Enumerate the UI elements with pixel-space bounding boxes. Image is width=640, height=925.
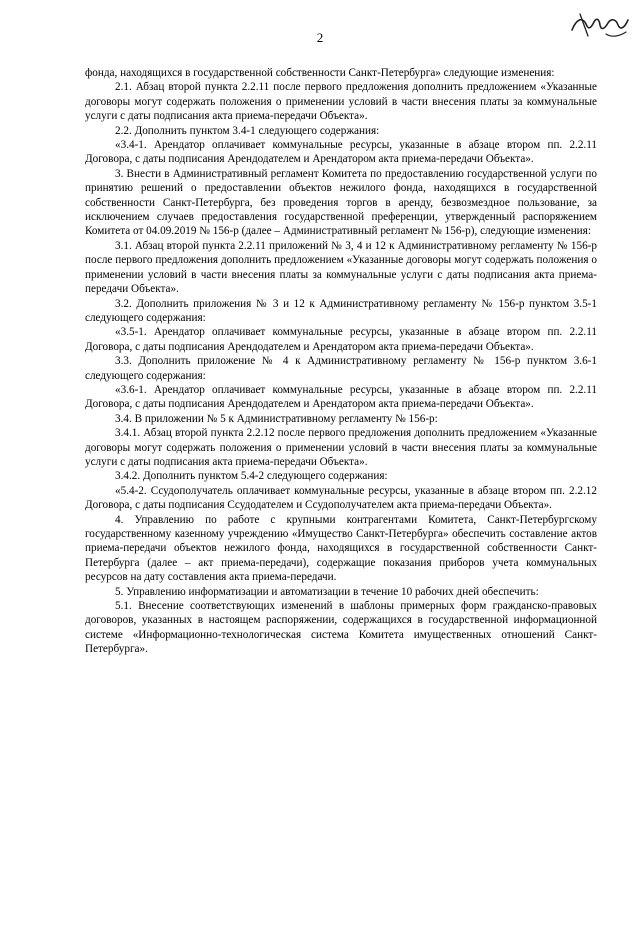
paragraph-3-4-1: 3.4.1. Абзац второй пункта 2.2.12 после первого предложения дополнить предложением «Указанные договоры могут содержать положения о применении условий в части внесения платы за коммунальные услуги с даты подписания акта приема-передачи Объекта». bbox=[85, 427, 597, 468]
paragraph-3-4-2: 3.4.2. Дополнить пунктом 5.4-2 следующего содержания: bbox=[115, 470, 388, 483]
paragraph-quote-3-5-1: «3.5-1. Арендатор оплачивает коммунальные ресурсы, указанные в абзаце втором пп. 2.2.11 Договора, с даты подписания Арендодателем и Арендатором акта приема-передачи Объекта». bbox=[85, 326, 597, 353]
paragraph-2-1: 2.1. Абзац второй пункта 2.2.11 после первого предложения дополнить предложением «Указанные договоры могут содержать положения о применении условий в части внесения платы за коммунальные услуги с даты подписания акта приема-передачи Объекта». bbox=[85, 81, 597, 123]
paragraph-3-3: 3.3. Дополнить приложение № 4 к Административному регламенту № 156-р пунктом 3.6-1 следующего содержания: bbox=[85, 355, 597, 382]
paragraph-quote-5-4-2: «5.4-2. Ссудополучатель оплачивает коммунальные ресурсы, указанные в абзаце втором пп. 2.2.12 Договора, с даты подписания Ссудодателем и Ссудополучателем акта приема-передачи Объекта». bbox=[85, 484, 597, 512]
paragraph-5: 5. Управлению информатизации и автоматизации в течение 10 рабочих дней обеспечить: bbox=[115, 585, 539, 598]
paragraph-continuation: фонда, находящихся в государственной собственности Санкт-Петербурга» следующие изменения: bbox=[85, 67, 555, 79]
paragraph-quote-3-4-1: «3.4-1. Арендатор оплачивает коммунальные ресурсы, указанные в абзаце втором пп. 2.2.11 Договора, с даты подписания Арендодателем и Арендатором акта приема-передачи Объекта». bbox=[85, 139, 597, 166]
paragraph-4: 4. Управлению по работе с крупными контрагентами Комитета, Санкт-Петербургскому государственному казенному учреждению «Имущество Санкт-Петербурга» обеспечить составление актов приема-передачи объектов нежилого фонда, находящихся в государственной собственности Санкт-Петербурга (далее – акт приема-передачи), содержащие показания приборов учета коммунальных ресурсов на дату составления акта приема-передачи. bbox=[85, 513, 597, 584]
paragraph-quote-3-6-1: «3.6-1. Арендатор оплачивает коммунальные ресурсы, указанные в абзаце втором пп. 2.2.11 Договора, с даты подписания Арендодателем и Арендатором акта приема-передачи Объекта». bbox=[85, 383, 597, 411]
paragraph-2-2: 2.2. Дополнить пунктом 3.4-1 следующего содержания: bbox=[115, 124, 380, 137]
paragraph-3-4: 3.4. В приложении № 5 к Административному регламенту № 156-р: bbox=[115, 412, 438, 425]
paragraph-3-2: 3.2. Дополнить приложения № 3 и 12 к Административному регламенту № 156-р пунктом 3.5-1 следующего содержания: bbox=[85, 297, 597, 324]
paragraph-3-1: 3.1. Абзац второй пункта 2.2.11 приложений № 3, 4 и 12 к Административному регламенту № 156-р после первого предложения дополнить предложением «Указанные договоры могут содержать положения о применении условий в части внесения платы за коммунальные услуги с даты подписания акта приема-передачи Объекта». bbox=[85, 239, 597, 296]
paragraph-5-1: 5.1. Внесение соответствующих изменений в шаблоны примерных форм гражданско-правовых договоров, указанных в настоящем распоряжении, содержащихся в государственной информационной системе «Информационно-технологическая система Комитета имущественных отношений Санкт-Петербурга». bbox=[85, 600, 597, 656]
paragraph-3: 3. Внести в Административный регламент Комитета по предоставлению государственной услуги по принятию решений о предоставлении объектов нежилого фонда, находящихся в государственной собственности Санкт-Петербурга, без проведения торгов в аренду, безвозмездное пользование, за исключением случаев предоставления государственной преференции, утвержденный распоряжением Комитета от 04.09.2019 № 156-р (далее – Административный регламент № 156-р), следующие изменения: bbox=[85, 167, 597, 238]
document-body bbox=[85, 66, 597, 657]
page-number: 2 bbox=[316, 30, 324, 45]
